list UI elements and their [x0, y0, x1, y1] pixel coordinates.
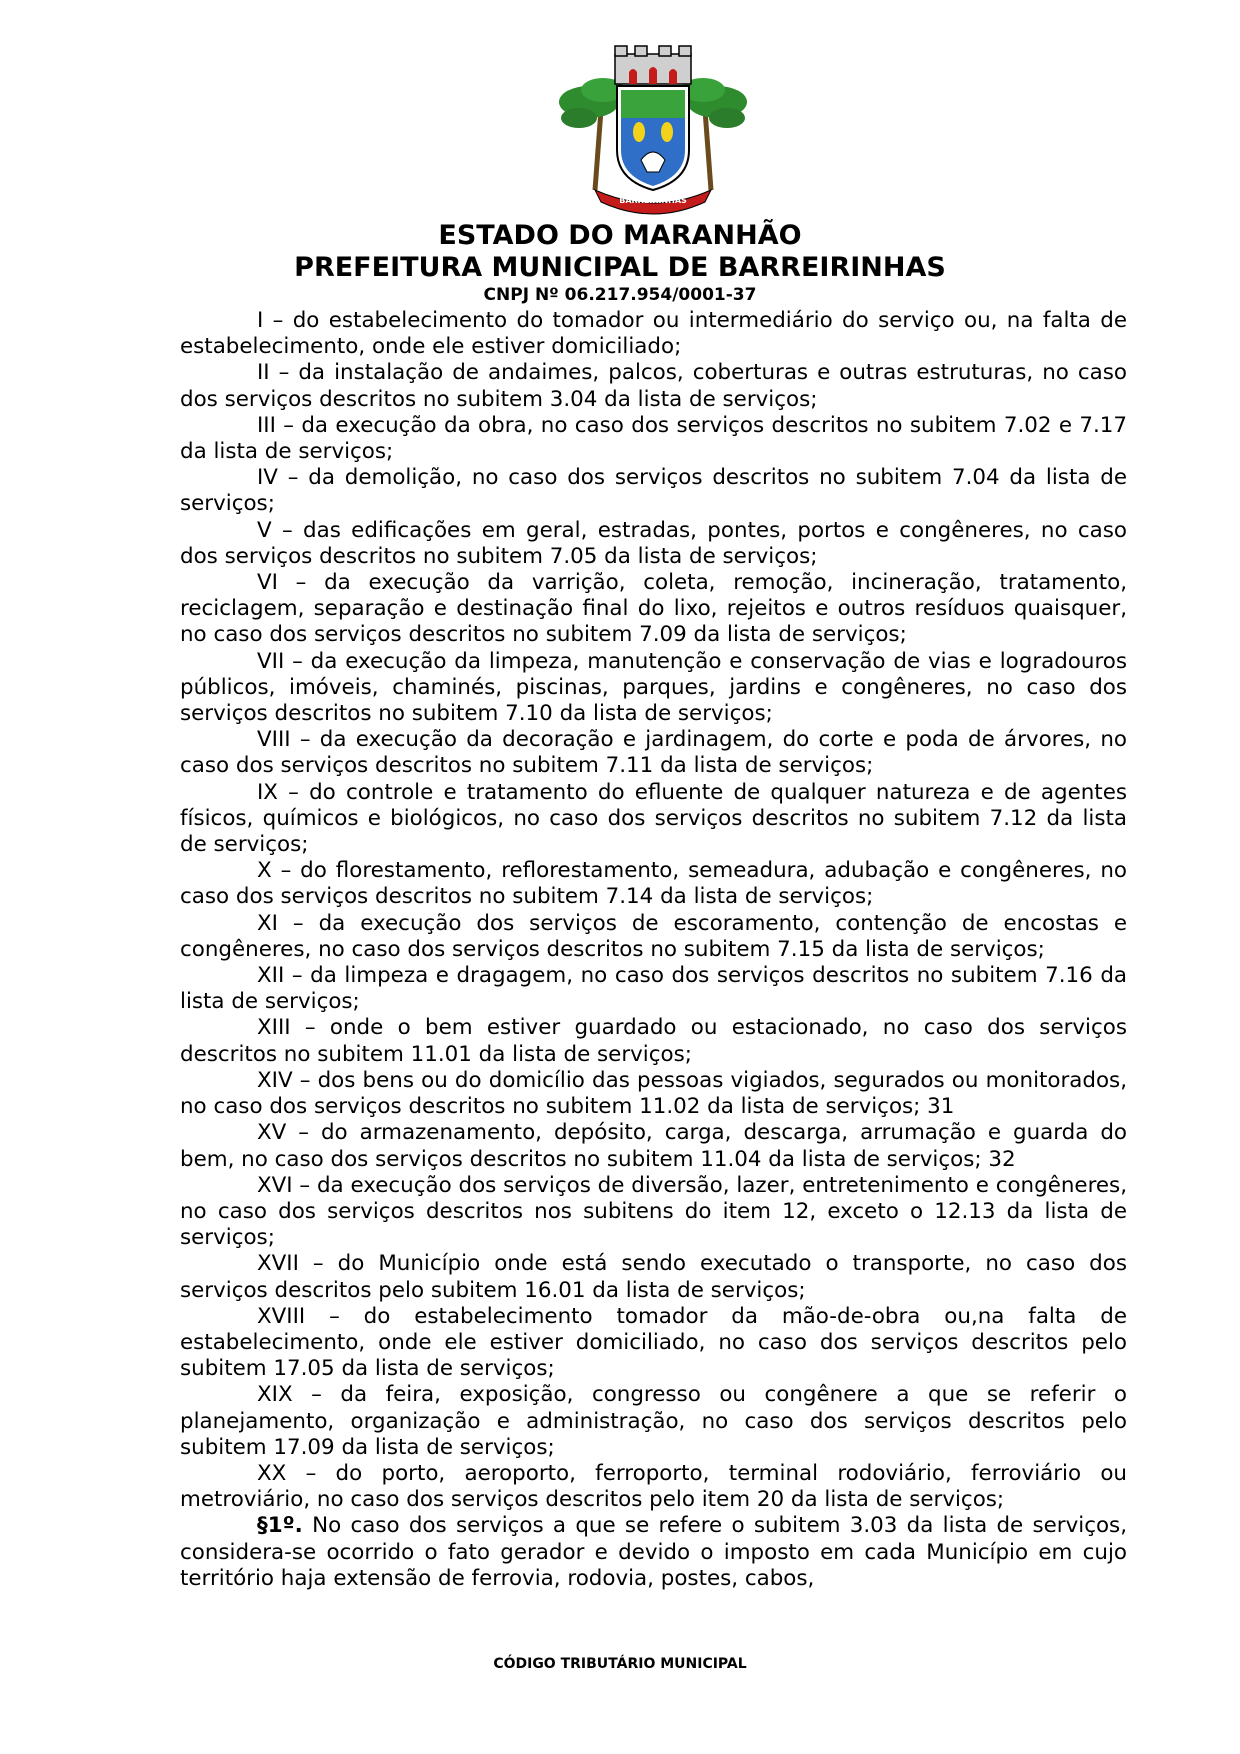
item-xix: XIX – da feira, exposição, congresso ou congênere a que se referir o planejamento, organização e administração, no caso dos serviços descritos pelo subitem 17.09 da lista de serviços;: [180, 1382, 1127, 1460]
item-xiii: XIII – onde o bem estiver guardado ou estacionado, no caso dos serviços descritos no subitem 11.01 da lista de serviços;: [180, 1015, 1127, 1067]
item-i: I – do estabelecimento do tomador ou intermediário do serviço ou, na falta de estabelecimento, onde ele estiver domiciliado;: [180, 308, 1127, 360]
municipal-coat-of-arms: [555, 40, 751, 216]
item-xii: XII – da limpeza e dragagem, no caso dos serviços descritos no subitem 7.16 da lista de serviços;: [180, 963, 1127, 1015]
document-header: [0, 220, 1240, 306]
state-title: ESTADO DO MARANHÃO: [438, 220, 802, 251]
item-xiv: XIV – dos bens ou do domicílio das pessoas vigiados, segurados ou monitorados, no caso dos serviços descritos no subitem 11.02 da lista de serviços; 31: [180, 1067, 1127, 1120]
document-body: [180, 308, 1127, 1592]
paragraph-1-text: No caso dos serviços a que se refere o subitem 3.03 da lista de serviços, considera-se ocorrido o fato gerador e devido o imposto em cada Município em cujo território haja extensão de ferrovia, rodovia, postes, cabos,: [180, 1513, 1127, 1591]
prefecture-title: PREFEITURA MUNICIPAL DE BARREIRINHAS: [294, 252, 946, 283]
svg-text:BARREIRINHAS: BARREIRINHAS: [619, 196, 687, 205]
page-footer: CÓDIGO TRIBUTÁRIO MUNICIPAL: [493, 1656, 747, 1672]
item-ii: II – da instalação de andaimes, palcos, coberturas e outras estruturas, no caso dos serviços descritos no subitem 3.04 da lista de serviços;: [180, 360, 1127, 412]
paragraph-1-label: §1º.: [257, 1513, 303, 1539]
item-vi: VI – da execução da varrição, coleta, remoção, incineração, tratamento, reciclagem, separação e destinação final do lixo, rejeitos e outros resíduos quaisquer, no caso dos serviços descritos no subitem 7.09 da lista de serviços;: [180, 570, 1127, 648]
item-xi: XI – da execução dos serviços de escoramento, contenção de encostas e congêneres, no caso dos serviços descritos no subitem 7.15 da lista de serviços;: [180, 910, 1127, 962]
paragraph-1: [180, 1513, 1127, 1592]
item-viii: VIII – da execução da decoração e jardinagem, do corte e poda de árvores, no caso dos serviços descritos no subitem 7.11 da lista de serviços;: [180, 727, 1127, 779]
item-xviii: XVIII – do estabelecimento tomador da mão-de-obra ou,na falta de estabelecimento, onde ele estiver domiciliado, no caso dos serviços descritos pelo subitem 17.05 da lista de serviços;: [180, 1303, 1127, 1382]
cnpj-line: CNPJ Nº 06.217.954/0001-37: [483, 285, 757, 305]
item-ix: IX – do controle e tratamento do efluente de qualquer natureza e de agentes físicos, químicos e biológicos, no caso dos serviços descritos no subitem 7.12 da lista de serviços;: [180, 779, 1127, 858]
item-xx: XX – do porto, aeroporto, ferroporto, terminal rodoviário, ferroviário ou metroviário, no caso dos serviços descritos pelo item 20 da lista de serviços;: [180, 1460, 1127, 1513]
item-xvi: XVI – da execução dos serviços de diversão, lazer, entretenimento e congêneres, no caso dos serviços descritos nos subitens do item 12, exceto o 12.13 da lista de serviços;: [180, 1172, 1127, 1251]
item-iv: IV – da demolição, no caso dos serviços descritos no subitem 7.04 da lista de serviços;: [180, 465, 1127, 517]
item-x: X – do florestamento, reflorestamento, semeadura, adubação e congêneres, no caso dos serviços descritos no subitem 7.14 da lista de serviços;: [180, 858, 1127, 910]
item-vii: VII – da execução da limpeza, manutenção e conservação de vias e logradouros públicos, imóveis, chaminés, piscinas, parques, jardins e congêneres, no caso dos serviços descritos no subitem 7.10 da lista de serviços;: [180, 648, 1127, 727]
item-xvii: XVII – do Município onde está sendo executado o transporte, no caso dos serviços descritos pelo subitem 16.01 da lista de serviços;: [180, 1251, 1127, 1303]
item-v: V – das edificações em geral, estradas, pontes, portos e congêneres, no caso dos serviços descritos no subitem 7.05 da lista de serviços;: [180, 517, 1127, 569]
item-iii: III – da execução da obra, no caso dos serviços descritos no subitem 7.02 e 7.17 da lista de serviços;: [180, 412, 1127, 465]
item-xv: XV – do armazenamento, depósito, carga, descarga, arrumação e guarda do bem, no caso dos serviços descritos no subitem 11.04 da lista de serviços; 32: [180, 1120, 1127, 1172]
